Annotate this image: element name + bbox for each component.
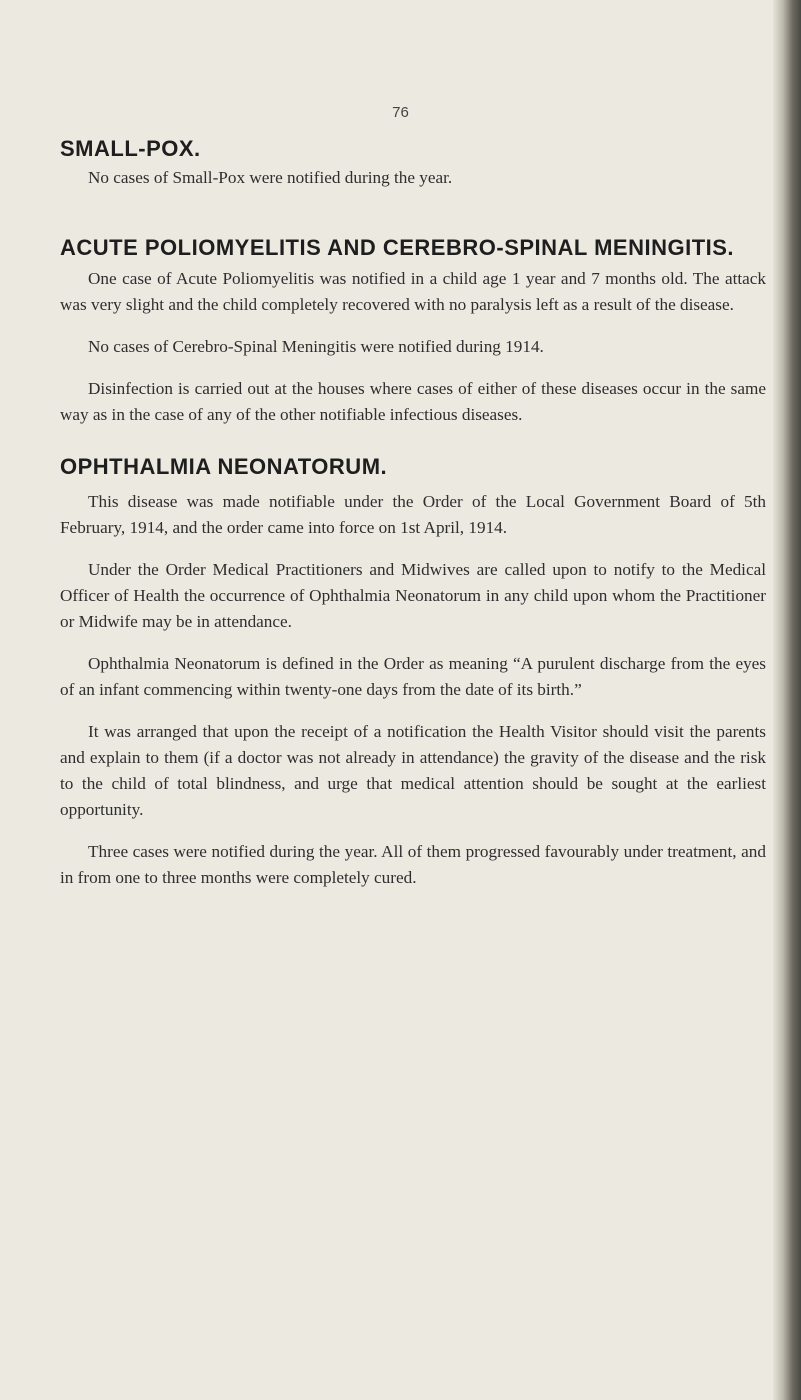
paragraph: Disinfection is carried out at the houses where cases of either of these diseases occur in the same way as in the case of any of the other notifiable infectious diseases. (60, 379, 766, 424)
section-small-pox (60, 132, 766, 191)
paragraph: No cases of Cerebro-Spinal Meningitis were notified during 1914. (88, 337, 544, 356)
paragraph: Under the Order Medical Practitioners and Midwives are called upon to notify to the Medical Officer of Health the occurrence of Ophthalmia Neonatorum in any child upon whom the Practitioner or Midwife may be in attendance. (60, 560, 766, 631)
page-edge-shadow (773, 0, 801, 1400)
page-content (60, 132, 766, 907)
paragraph: This disease was made notifiable under the Order of the Local Government Board of 5th February, 1914, and the order came into force on 1st April, 1914. (60, 492, 766, 537)
paragraph: Three cases were notified during the year. All of them progressed favourably under treatment, and in from one to three months were completely cured. (60, 842, 766, 887)
paragraph: Ophthalmia Neonatorum is defined in the Order as meaning “A purulent discharge from the eyes of an infant commencing within twenty-one days from the date of its birth.” (60, 654, 766, 699)
section-poliomyelitis-meningitis (60, 231, 766, 428)
section-heading: ACUTE POLIOMYELITIS AND CEREBRO-SPINAL MENINGITIS. (60, 235, 735, 260)
section-heading: SMALL-POX. (60, 136, 201, 161)
section-heading: OPHTHALMIA NEONATORUM. (60, 454, 388, 479)
paragraph: One case of Acute Poliomyelitis was notified in a child age 1 year and 7 months old. The attack was very slight and the child completely recovered with no paralysis left as a result of the disease. (60, 269, 766, 314)
paragraph: No cases of Small-Pox were notified during the year. (88, 168, 453, 187)
paragraph: It was arranged that upon the receipt of a notification the Health Visitor should visit the parents and explain to them (if a doctor was not already in attendance) the gravity of the disease and the risk to the child of total blindness, and urge that medical attention should be sought at the earliest opportunity. (60, 722, 766, 819)
section-ophthalmia-neonatorum (60, 450, 766, 891)
page-number: 76 (392, 104, 409, 121)
